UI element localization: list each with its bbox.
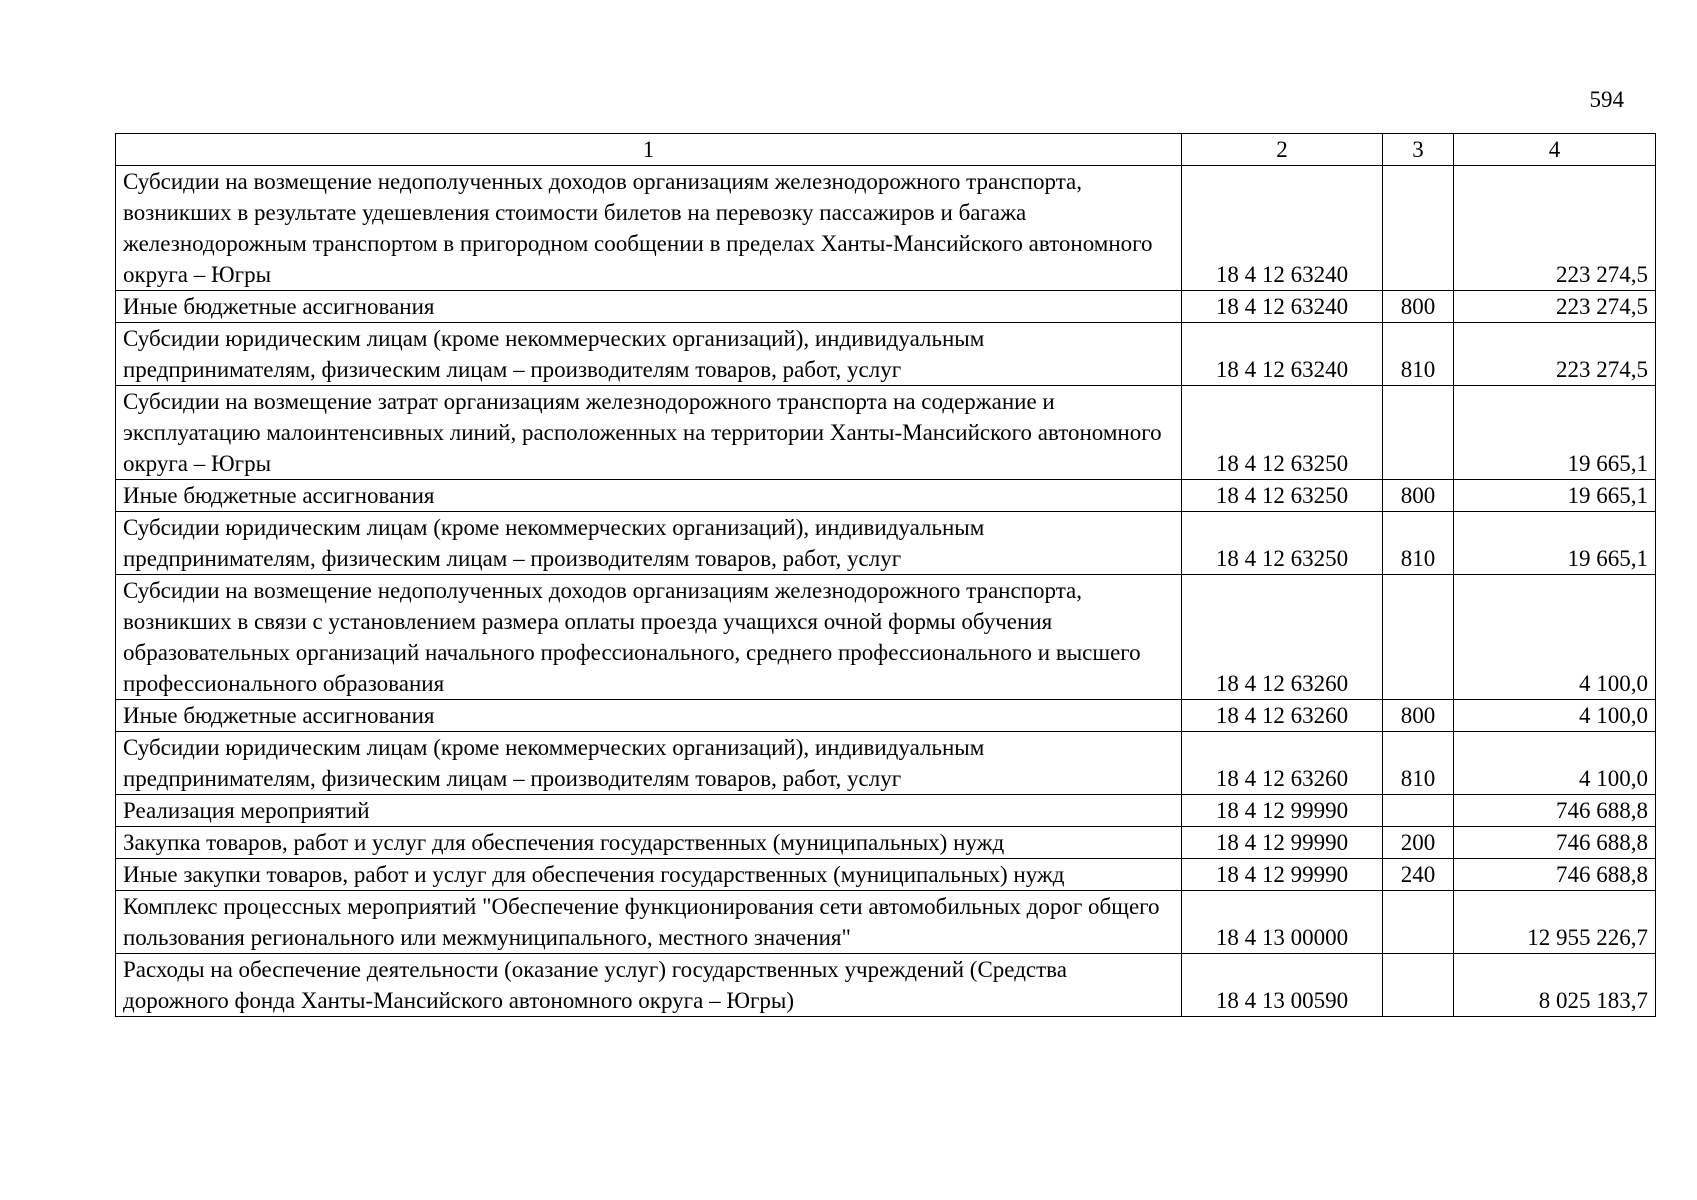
header-col-1: 1: [116, 134, 1182, 166]
row-name-cell: Субсидии на возмещение недополученных доходов организациям железнодорожного транспорта, возникших в результате удешевления стоимости билетов на перевозку пассажиров и багажа железнодорожным транспортом в пригородном сообщении в пределах Ханты-Мансийского автономного округа – Югры: [116, 166, 1182, 291]
table-row: [116, 732, 1656, 795]
row-name-cell: Иные закупки товаров, работ и услуг для обеспечения государственных (муниципальных) нужд: [116, 859, 1182, 891]
row-type-cell: 810: [1383, 732, 1454, 795]
row-type-cell: [1383, 954, 1454, 1017]
row-sum-cell: 223 274,5: [1454, 166, 1656, 291]
row-sum-cell: 4 100,0: [1454, 575, 1656, 700]
table-row: [116, 700, 1656, 732]
row-type-cell: [1383, 795, 1454, 827]
header-row: [116, 134, 1656, 166]
row-code-cell: 18 4 12 99990: [1182, 859, 1383, 891]
row-name-cell: Комплекс процессных мероприятий "Обеспечение функционирования сети автомобильных дорог общего пользования регионального или межмуниципального, местного значения": [116, 891, 1182, 954]
row-code-cell: 18 4 12 63260: [1182, 700, 1383, 732]
table-row: [116, 795, 1656, 827]
row-name-cell: Иные бюджетные ассигнования: [116, 700, 1182, 732]
row-code-cell: 18 4 12 63250: [1182, 386, 1383, 480]
row-code-cell: 18 4 12 63240: [1182, 291, 1383, 323]
row-type-cell: 800: [1383, 480, 1454, 512]
row-sum-cell: 4 100,0: [1454, 700, 1656, 732]
row-type-cell: 240: [1383, 859, 1454, 891]
row-type-cell: [1383, 891, 1454, 954]
budget-table: [115, 133, 1656, 1017]
row-type-cell: 810: [1383, 323, 1454, 386]
row-name-cell: Закупка товаров, работ и услуг для обеспечения государственных (муниципальных) нужд: [116, 827, 1182, 859]
row-type-cell: 810: [1383, 512, 1454, 575]
table-row: [116, 512, 1656, 575]
row-type-cell: 200: [1383, 827, 1454, 859]
row-code-cell: 18 4 12 63260: [1182, 575, 1383, 700]
row-name-cell: Расходы на обеспечение деятельности (оказание услуг) государственных учреждений (Средства дорожного фонда Ханты-Мансийского автономного округа – Югры): [116, 954, 1182, 1017]
row-name-cell: Субсидии юридическим лицам (кроме некоммерческих организаций), индивидуальным предпринимателям, физическим лицам – производителям товаров, работ, услуг: [116, 732, 1182, 795]
row-type-cell: 800: [1383, 700, 1454, 732]
row-name-cell: Реализация мероприятий: [116, 795, 1182, 827]
row-code-cell: 18 4 13 00590: [1182, 954, 1383, 1017]
row-code-cell: 18 4 12 63250: [1182, 512, 1383, 575]
header-col-4: 4: [1454, 134, 1656, 166]
row-sum-cell: 8 025 183,7: [1454, 954, 1656, 1017]
header-col-2: 2: [1182, 134, 1383, 166]
row-sum-cell: 223 274,5: [1454, 291, 1656, 323]
row-name-cell: Субсидии на возмещение недополученных доходов организациям железнодорожного транспорта, возникших в связи с установлением размера оплаты проезда учащихся очной формы обучения образовательных организаций начального профессионального, среднего профессионального и высшего профессионального образования: [116, 575, 1182, 700]
row-sum-cell: 746 688,8: [1454, 795, 1656, 827]
row-sum-cell: 4 100,0: [1454, 732, 1656, 795]
table-row: [116, 291, 1656, 323]
row-name-cell: Иные бюджетные ассигнования: [116, 291, 1182, 323]
row-type-cell: [1383, 166, 1454, 291]
table-header: [116, 134, 1656, 166]
table-row: [116, 575, 1656, 700]
table-row: [116, 166, 1656, 291]
row-sum-cell: 19 665,1: [1454, 480, 1656, 512]
header-col-3: 3: [1383, 134, 1454, 166]
row-code-cell: 18 4 12 63260: [1182, 732, 1383, 795]
row-name-cell: Субсидии юридическим лицам (кроме некоммерческих организаций), индивидуальным предпринимателям, физическим лицам – производителям товаров, работ, услуг: [116, 323, 1182, 386]
row-name-cell: Субсидии на возмещение затрат организациям железнодорожного транспорта на содержание и эксплуатацию малоинтенсивных линий, расположенных на территории Ханты-Мансийского автономного округа – Югры: [116, 386, 1182, 480]
row-code-cell: 18 4 12 99990: [1182, 795, 1383, 827]
row-sum-cell: 19 665,1: [1454, 386, 1656, 480]
page-number: 594: [1589, 87, 1624, 112]
row-sum-cell: 223 274,5: [1454, 323, 1656, 386]
table-row: [116, 859, 1656, 891]
row-sum-cell: 746 688,8: [1454, 827, 1656, 859]
row-code-cell: 18 4 13 00000: [1182, 891, 1383, 954]
table-row: [116, 827, 1656, 859]
table-row: [116, 323, 1656, 386]
row-name-cell: Иные бюджетные ассигнования: [116, 480, 1182, 512]
table-row: [116, 480, 1656, 512]
table-row: [116, 891, 1656, 954]
table-row: [116, 386, 1656, 480]
row-code-cell: 18 4 12 63250: [1182, 480, 1383, 512]
row-code-cell: 18 4 12 99990: [1182, 827, 1383, 859]
row-type-cell: [1383, 386, 1454, 480]
row-name-cell: Субсидии юридическим лицам (кроме некоммерческих организаций), индивидуальным предпринимателям, физическим лицам – производителям товаров, работ, услуг: [116, 512, 1182, 575]
row-sum-cell: 19 665,1: [1454, 512, 1656, 575]
table-row: [116, 954, 1656, 1017]
table-body: [116, 166, 1656, 1017]
row-sum-cell: 746 688,8: [1454, 859, 1656, 891]
row-type-cell: [1383, 575, 1454, 700]
row-type-cell: 800: [1383, 291, 1454, 323]
row-code-cell: 18 4 12 63240: [1182, 166, 1383, 291]
row-sum-cell: 12 955 226,7: [1454, 891, 1656, 954]
row-code-cell: 18 4 12 63240: [1182, 323, 1383, 386]
